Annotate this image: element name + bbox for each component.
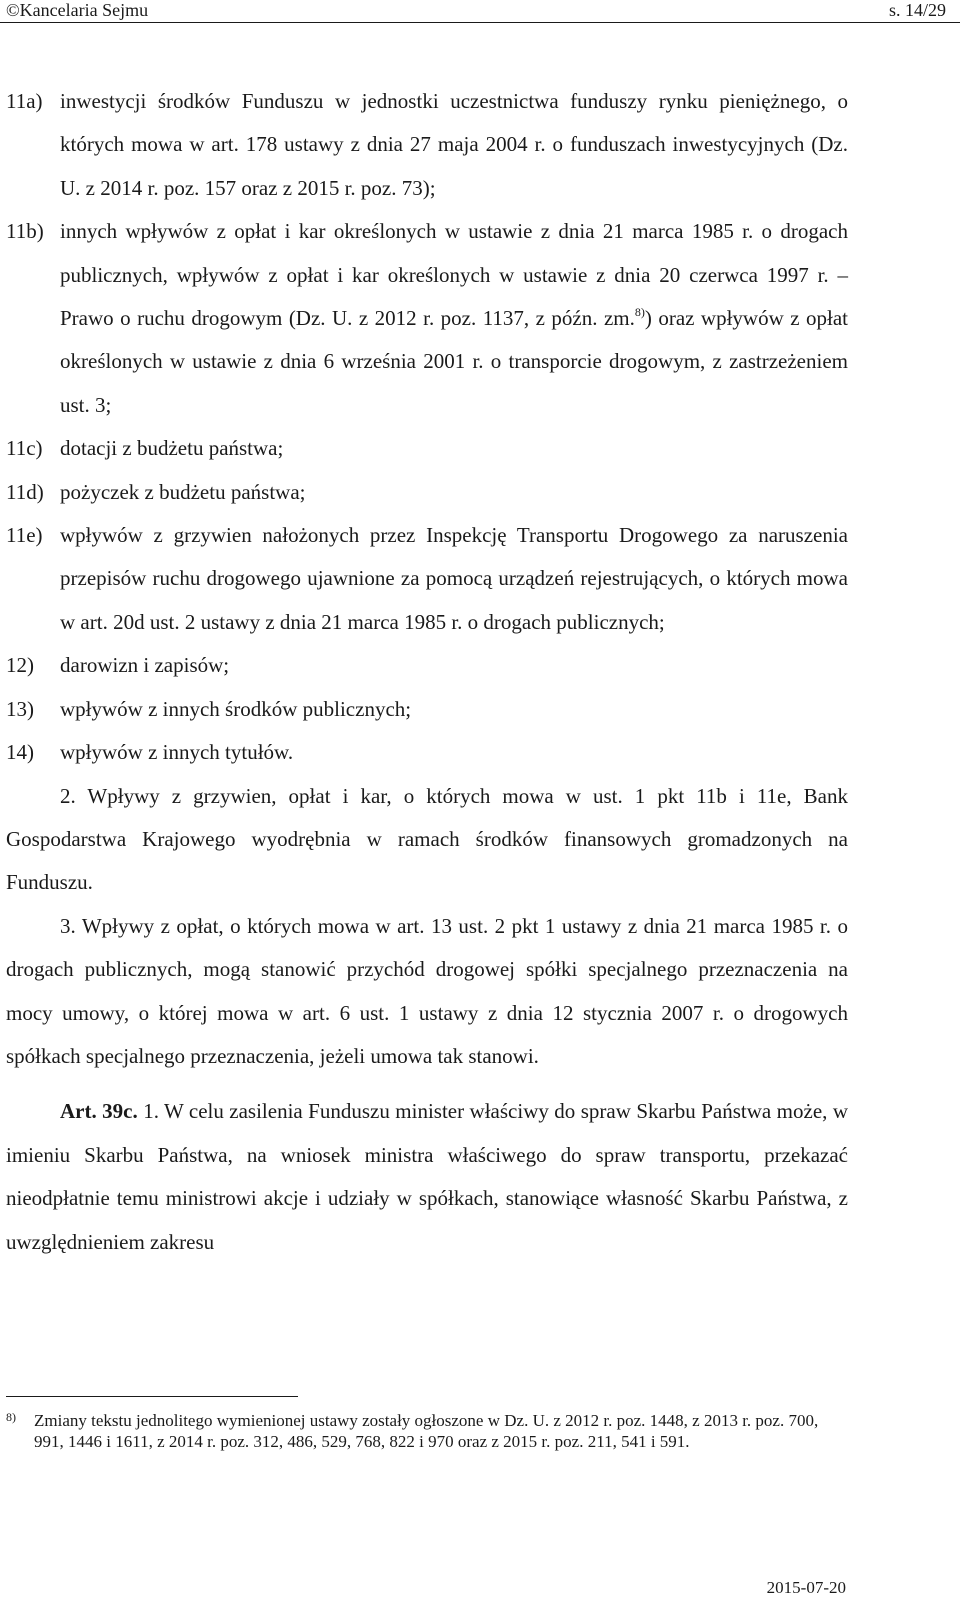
- footnote-mark: 8): [6, 1410, 16, 1424]
- article-text: 1. W celu zasilenia Funduszu minister właściwy do spraw Skarbu Państwa może, w imieniu Skarbu Państwa, na wniosek ministra właściwego do spraw transportu, przekazać nieodpłatnie temu ministrowi akcje i udziały w spółkach, stanowiące własność Skarbu Państwa, z uwzględnieniem zakresu: [6, 1099, 848, 1254]
- footnote-reference[interactable]: 8): [634, 305, 645, 320]
- list-item-number: 14): [6, 740, 34, 765]
- header-page-number: s. 14/29: [888, 0, 946, 20]
- paragraph-3: 3. Wpływy z opłat, o których mowa w art. 13 ust. 2 pkt 1 ustawy z dnia 21 marca 1985 r. o drogach publicznych, mogą stanowić przychód drogowej spółki specjalnego przeznaczenia na mocy umowy, o której mowa w art. 6 ust. 1 ustawy z dnia 12 stycznia 2007 r. o drogowych spółkach specjalnego przeznaczenia, jeżeli umowa tak stanowi.: [6, 913, 848, 1068]
- list-item-13: [6, 688, 848, 731]
- list-item-text: dotacji z budżetu państwa;: [60, 436, 284, 461]
- list-item-text: wpływów z innych środków publicznych;: [60, 696, 412, 721]
- paragraph-2: 2. Wpływy z grzywien, opłat i kar, o których mowa w ust. 1 pkt 11b i 11e, Bank Gospodarstwa Krajowego wyodrębnia w ramach środków finansowych gromadzonych na Funduszu.: [6, 783, 848, 895]
- list-item-11c: [6, 427, 848, 470]
- footnote: [6, 1410, 848, 1452]
- list-item-number: 11e): [6, 523, 43, 548]
- list-item-11e: [6, 514, 848, 644]
- article-label: Art. 39c.: [60, 1099, 138, 1124]
- list-item-number: 13): [6, 696, 34, 721]
- list-item-text: inwestycji środków Funduszu w jednostki uczestnictwa funduszy rynku pieniężnego, o których mowa w art. 178 ustawy z dnia 27 maja 2004 r. o funduszach inwestycyjnych (Dz. U. z 2014 r. poz. 157 oraz z 2015 r. poz. 73);: [60, 89, 848, 200]
- list-item-11a: [6, 80, 848, 210]
- list-item-12: [6, 644, 848, 687]
- header-divider: [0, 22, 960, 23]
- list-item-text: wpływów z innych tytułów.: [60, 740, 294, 765]
- list-item-text: darowizn i zapisów;: [60, 653, 230, 678]
- list-item-text: wpływów z grzywien nałożonych przez Inspekcję Transportu Drogowego za naruszenia przepisów ruchu drogowego ujawnione za pomocą urządzeń rejestrujących, o których mowa w art. 20d ust. 2 ustawy z dnia 21 marca 1985 r. o drogach publicznych;: [60, 523, 848, 634]
- article-39c: [6, 1090, 848, 1264]
- list-item-text: pożyczek z budżetu państwa;: [60, 479, 306, 504]
- list-item-11b: [6, 210, 848, 427]
- list-item-number: 12): [6, 653, 34, 678]
- footnote-text: Zmiany tekstu jednolitego wymienionej ustawy zostały ogłoszone w Dz. U. z 2012 r. poz. 1448, z 2013 r. poz. 700, 991, 1446 i 1611, z 2014 r. poz. 312, 486, 529, 768, 822 i 970 oraz z 2015 r. poz. 211, 541 i 591.: [34, 1411, 819, 1451]
- footnote-divider: [6, 1396, 298, 1397]
- page-header: [0, 0, 960, 22]
- document-body: [6, 80, 848, 1264]
- document-date: 2015-07-20: [766, 1578, 846, 1597]
- list-item-11d: [6, 471, 848, 514]
- list-item-number: 11a): [6, 89, 43, 113]
- list-item-number: 11d): [6, 479, 44, 504]
- list-item-text-part: innych wpływów z opłat i kar określonych w ustawie z dnia 21 marca 1985 r. o drogach publicznych, wpływów z opłat i kar określonych w ustawie z dnia 20 czerwca 1997 r. – Prawo o ruchu drogowym (Dz. U. z 2012 r. poz. 1137, z późn. zm.: [60, 219, 848, 331]
- list-item-text-part: ) oraz wpływów z opłat określonych w ustawie z dnia 6 września 2001 r. o transporcie drogowym, z zastrzeżeniem ust. 3;: [60, 306, 848, 417]
- list-item-text: [60, 210, 848, 427]
- list-item-number: 11c): [6, 436, 43, 461]
- header-copyright: ©Kancelaria Sejmu: [6, 0, 149, 20]
- list-item-number: 11b): [6, 219, 44, 244]
- list-item-14: [6, 731, 848, 774]
